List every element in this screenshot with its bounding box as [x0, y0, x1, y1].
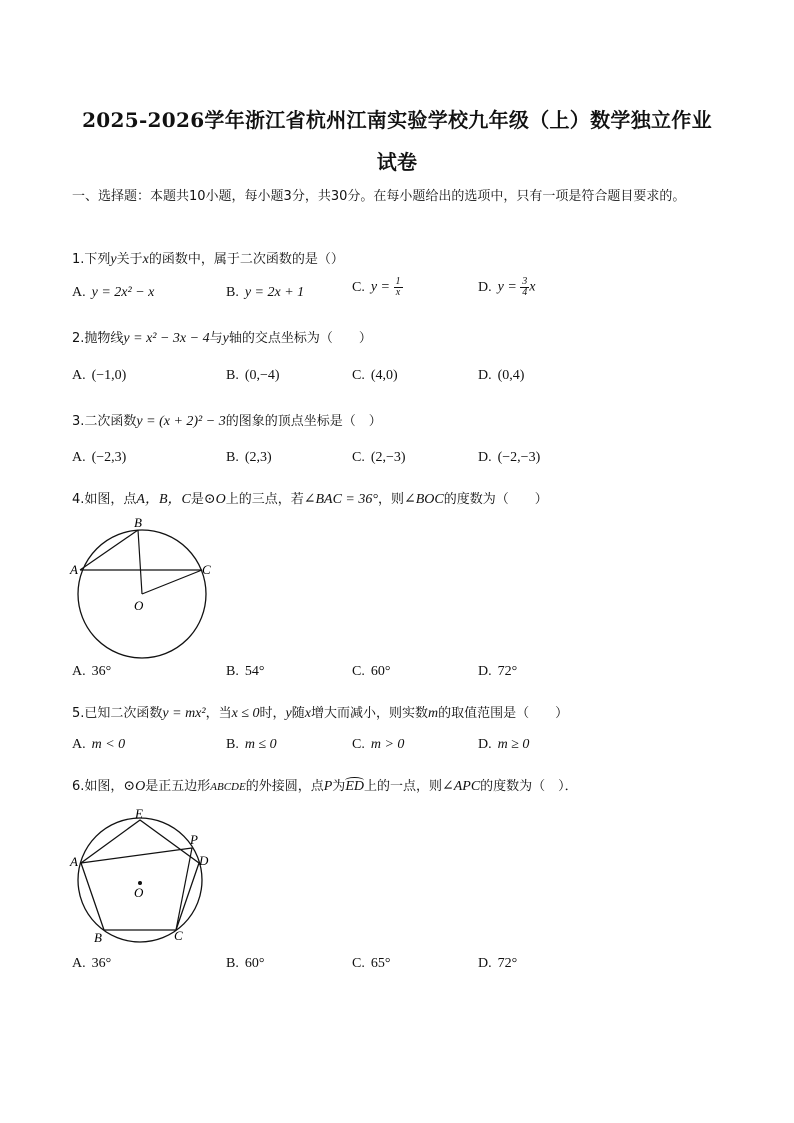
question-3-stem: 3.二次函数y = (x + 2)² − 3的图象的顶点坐标是（ ）	[72, 414, 382, 429]
q6-label-e: E	[135, 808, 143, 821]
q3-option-c[interactable]: C. (2,−3)	[352, 450, 406, 465]
q6-pentagon	[81, 820, 199, 930]
q6-pentagon-figure	[68, 808, 218, 946]
q6-label-a: A	[70, 854, 78, 869]
q3-option-b[interactable]: B. (2,3)	[226, 450, 272, 465]
q6-option-a[interactable]: A. 36°	[72, 956, 112, 971]
q2-option-d[interactable]: D. (0,4)	[478, 368, 525, 383]
question-4-stem: 4.如图，点A，B，C是⊙O上的三点，若∠BAC = 36°，则∠BOC的度数为（ ）	[72, 492, 548, 507]
question-1-stem	[72, 248, 344, 268]
q4-label-o: O	[134, 598, 144, 613]
q1-var-x: x	[142, 252, 149, 267]
section-text: 一、选择题：本题共10小题，每小题3分，共30分。在每小题给出的选项中，只有一项是符合题目要求的。	[72, 189, 686, 204]
page-title-line2: 试卷	[376, 150, 418, 174]
q1-fraction-d: $\frac{3}{4}$	[522, 276, 528, 298]
page-title: 2025-2026学年浙江省杭州江南实验学校九年级（上）数学独立作业	[82, 108, 712, 132]
q6-option-c[interactable]: C. 65°	[352, 956, 391, 971]
q6-option-b[interactable]: B. 60°	[226, 956, 265, 971]
q4-chord-ab	[80, 530, 138, 570]
q4-label-b: B	[134, 515, 142, 530]
q5-option-b[interactable]: B. m ≤ 0	[226, 737, 277, 752]
q3-option-a[interactable]: A. (−2,3)	[72, 450, 127, 465]
q1-option-b[interactable]: B. y = 2x + 1	[226, 285, 305, 300]
q6-label-c: C	[174, 928, 183, 943]
q4-label-a: A	[70, 562, 78, 577]
q6-option-d[interactable]: D. 72°	[478, 956, 518, 971]
q3-option-d[interactable]: D. (−2,−3)	[478, 450, 541, 465]
question-6-stem: 6.如图，⊙O是正五边形ABCDE的外接圆，点P为ED上的一点，则∠APC的度数为（ ）．	[72, 779, 578, 794]
q4-option-b[interactable]: B. 54°	[226, 664, 265, 679]
q6-label-b: B	[94, 930, 102, 945]
question-5-stem: 5.已知二次函数y = mx²，当x ≤ 0时，y随x增大而减小，则实数m的取值范围是（ ）	[72, 706, 569, 721]
q5-option-a[interactable]: A. m < 0	[72, 737, 126, 752]
q1-fraction-c: $\frac{1}{x}$	[395, 276, 401, 298]
q2-option-a[interactable]: A. (−1,0)	[72, 368, 127, 383]
q6-label-d: D	[199, 853, 209, 868]
q2-option-b[interactable]: B. (0,−4)	[226, 368, 280, 383]
q4-option-d[interactable]: D. 72°	[478, 664, 518, 679]
q1-text-b: 关于	[116, 252, 143, 267]
q1-option-c[interactable]: C. y = $\frac{1}{x}$	[352, 276, 401, 298]
q1-text-a: 1.下列	[72, 252, 111, 267]
q6-label-o: O	[134, 885, 144, 900]
q6-circumcircle	[78, 818, 202, 942]
q5-option-d[interactable]: D. m ≥ 0	[478, 737, 530, 752]
section-instructions	[72, 182, 722, 212]
q2-option-c[interactable]: C. (4,0)	[352, 368, 398, 383]
q4-option-c[interactable]: C. 60°	[352, 664, 391, 679]
q6-arc-ed: ED	[345, 779, 364, 794]
q1-option-a[interactable]: A. y = 2x² − x	[72, 285, 155, 300]
q4-radius-oc	[142, 570, 202, 594]
q4-radius-ob	[138, 530, 142, 594]
q1-var-y: y	[110, 252, 117, 267]
q5-option-c[interactable]: C. m > 0	[352, 737, 405, 752]
q4-option-a[interactable]: A. 36°	[72, 664, 112, 679]
q1-text-c: 的函数中，属于二次函数的是（）	[148, 252, 344, 267]
q4-label-c: C	[202, 562, 211, 577]
q1-option-d[interactable]: D. y = $\frac{3}{4}$ x	[478, 276, 536, 298]
q3-expression: y = (x + 2)² − 3	[136, 414, 226, 429]
question-2-stem: 2.抛物线y = x² − 3x − 4与y轴的交点坐标为（ ）	[72, 331, 372, 346]
q4-circle-figure	[68, 512, 218, 660]
q2-expression: y = x² − 3x − 4	[123, 331, 210, 346]
q6-label-p: P	[190, 832, 198, 847]
